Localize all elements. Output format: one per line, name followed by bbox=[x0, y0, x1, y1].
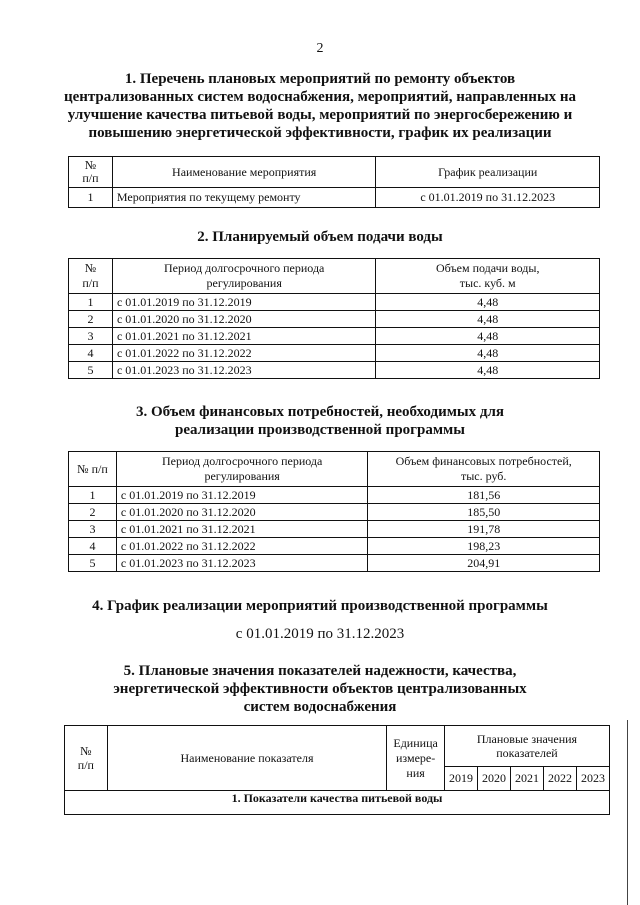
section1-title-line: улучшение качества питьевой воды, мероприятий по энергосбережению и bbox=[67, 107, 573, 123]
table-row bbox=[69, 521, 600, 538]
num-header: № п/п bbox=[69, 259, 113, 294]
row-num: 3 bbox=[69, 521, 117, 538]
row-value: 198,23 bbox=[368, 538, 600, 555]
schedule-header: График реализации bbox=[376, 157, 600, 188]
section4-period: с 01.01.2019 по 31.12.2023 bbox=[235, 626, 405, 642]
section5-title-line: энергетической эффективности объектов централизованных bbox=[113, 681, 527, 697]
section5-title bbox=[0, 662, 640, 716]
period-header: Период долгосрочного периода регулирования bbox=[116, 452, 368, 487]
num-header: № п/п bbox=[69, 157, 113, 188]
row-period: с 01.01.2022 по 31.12.2022 bbox=[116, 538, 368, 555]
year-2022-header: 2022 bbox=[543, 767, 576, 791]
row-schedule: с 01.01.2019 по 31.12.2023 bbox=[376, 188, 600, 208]
table-row bbox=[69, 328, 600, 345]
year-2023-header: 2023 bbox=[576, 767, 609, 791]
table-row bbox=[69, 188, 600, 208]
table-row bbox=[69, 345, 600, 362]
section2-table bbox=[68, 258, 600, 379]
row-value: 4,48 bbox=[376, 362, 600, 379]
table-header-row bbox=[69, 452, 600, 487]
row-num: 1 bbox=[69, 294, 113, 311]
section1-title-line: повышению энергетической эффективности, график их реализации bbox=[88, 125, 552, 141]
row-num: 2 bbox=[69, 504, 117, 521]
section1-title-line: 1. Перечень плановых мероприятий по ремонту объектов bbox=[124, 71, 516, 87]
name-header: Наименование мероприятия bbox=[112, 157, 375, 188]
unit-header: Единица измере- ния bbox=[387, 726, 445, 791]
planned-values-header: Плановые значения показателей bbox=[444, 726, 609, 767]
num-header: № п/п bbox=[69, 452, 117, 487]
table-row bbox=[69, 538, 600, 555]
row-num: 2 bbox=[69, 311, 113, 328]
row-value: 4,48 bbox=[376, 345, 600, 362]
row-period: с 01.01.2021 по 31.12.2021 bbox=[116, 521, 368, 538]
section1-table bbox=[68, 156, 600, 208]
section1-title-line: централизованных систем водоснабжения, мероприятий, направленных на bbox=[63, 89, 577, 105]
row-value: 191,78 bbox=[368, 521, 600, 538]
row-num: 5 bbox=[69, 555, 117, 572]
subsection-row bbox=[65, 791, 610, 815]
row-period: с 01.01.2023 по 31.12.2023 bbox=[112, 362, 376, 379]
table-row bbox=[69, 362, 600, 379]
row-num: 3 bbox=[69, 328, 113, 345]
table-row bbox=[69, 504, 600, 521]
table-row bbox=[69, 294, 600, 311]
row-value: 4,48 bbox=[376, 294, 600, 311]
row-num: 4 bbox=[69, 538, 117, 555]
row-value: 185,50 bbox=[368, 504, 600, 521]
row-period: с 01.01.2021 по 31.12.2021 bbox=[112, 328, 376, 345]
section5-title-line: систем водоснабжения bbox=[243, 699, 397, 715]
section3-title bbox=[0, 403, 640, 439]
subsection-title: 1. Показатели качества питьевой воды bbox=[65, 791, 610, 815]
table-row bbox=[69, 311, 600, 328]
table-row bbox=[69, 555, 600, 572]
row-period: с 01.01.2020 по 31.12.2020 bbox=[116, 504, 368, 521]
row-value: 4,48 bbox=[376, 311, 600, 328]
table-header-row bbox=[69, 157, 600, 188]
row-period: с 01.01.2020 по 31.12.2020 bbox=[112, 311, 376, 328]
row-value: 204,91 bbox=[368, 555, 600, 572]
name-header: Наименование показателя bbox=[107, 726, 386, 791]
row-num: 5 bbox=[69, 362, 113, 379]
section3-table bbox=[68, 451, 600, 572]
row-period: с 01.01.2019 по 31.12.2019 bbox=[112, 294, 376, 311]
section2-title: 2. Планируемый объем подачи воды bbox=[197, 229, 443, 245]
row-value: 181,56 bbox=[368, 487, 600, 504]
row-num: 1 bbox=[69, 188, 113, 208]
row-period: с 01.01.2023 по 31.12.2023 bbox=[116, 555, 368, 572]
year-2020-header: 2020 bbox=[477, 767, 510, 791]
period-header: Период долгосрочного периода регулирования bbox=[112, 259, 376, 294]
page-edge-line bbox=[627, 720, 628, 905]
row-num: 1 bbox=[69, 487, 117, 504]
section4-title: 4. График реализации мероприятий производственной программы bbox=[92, 598, 548, 614]
table-header-row bbox=[69, 259, 600, 294]
row-num: 4 bbox=[69, 345, 113, 362]
finance-header: Объем финансовых потребностей, тыс. руб. bbox=[368, 452, 600, 487]
section5-table bbox=[64, 725, 610, 815]
section3-title-line: 3. Объем финансовых потребностей, необходимых для bbox=[135, 404, 505, 420]
row-value: 4,48 bbox=[376, 328, 600, 345]
row-period: с 01.01.2022 по 31.12.2022 bbox=[112, 345, 376, 362]
year-2021-header: 2021 bbox=[510, 767, 543, 791]
table-header-row bbox=[65, 726, 610, 767]
table-row bbox=[69, 487, 600, 504]
section1-title bbox=[0, 70, 640, 142]
num-header: № п/п bbox=[65, 726, 108, 791]
section5-title-line: 5. Плановые значения показателей надежности, качества, bbox=[123, 663, 517, 679]
year-2019-header: 2019 bbox=[444, 767, 477, 791]
row-period: с 01.01.2019 по 31.12.2019 bbox=[116, 487, 368, 504]
page-number: 2 bbox=[316, 41, 324, 56]
section3-title-line: реализации производственной программы bbox=[175, 422, 465, 438]
row-name: Мероприятия по текущему ремонту bbox=[112, 188, 375, 208]
volume-header: Объем подачи воды, тыс. куб. м bbox=[376, 259, 600, 294]
